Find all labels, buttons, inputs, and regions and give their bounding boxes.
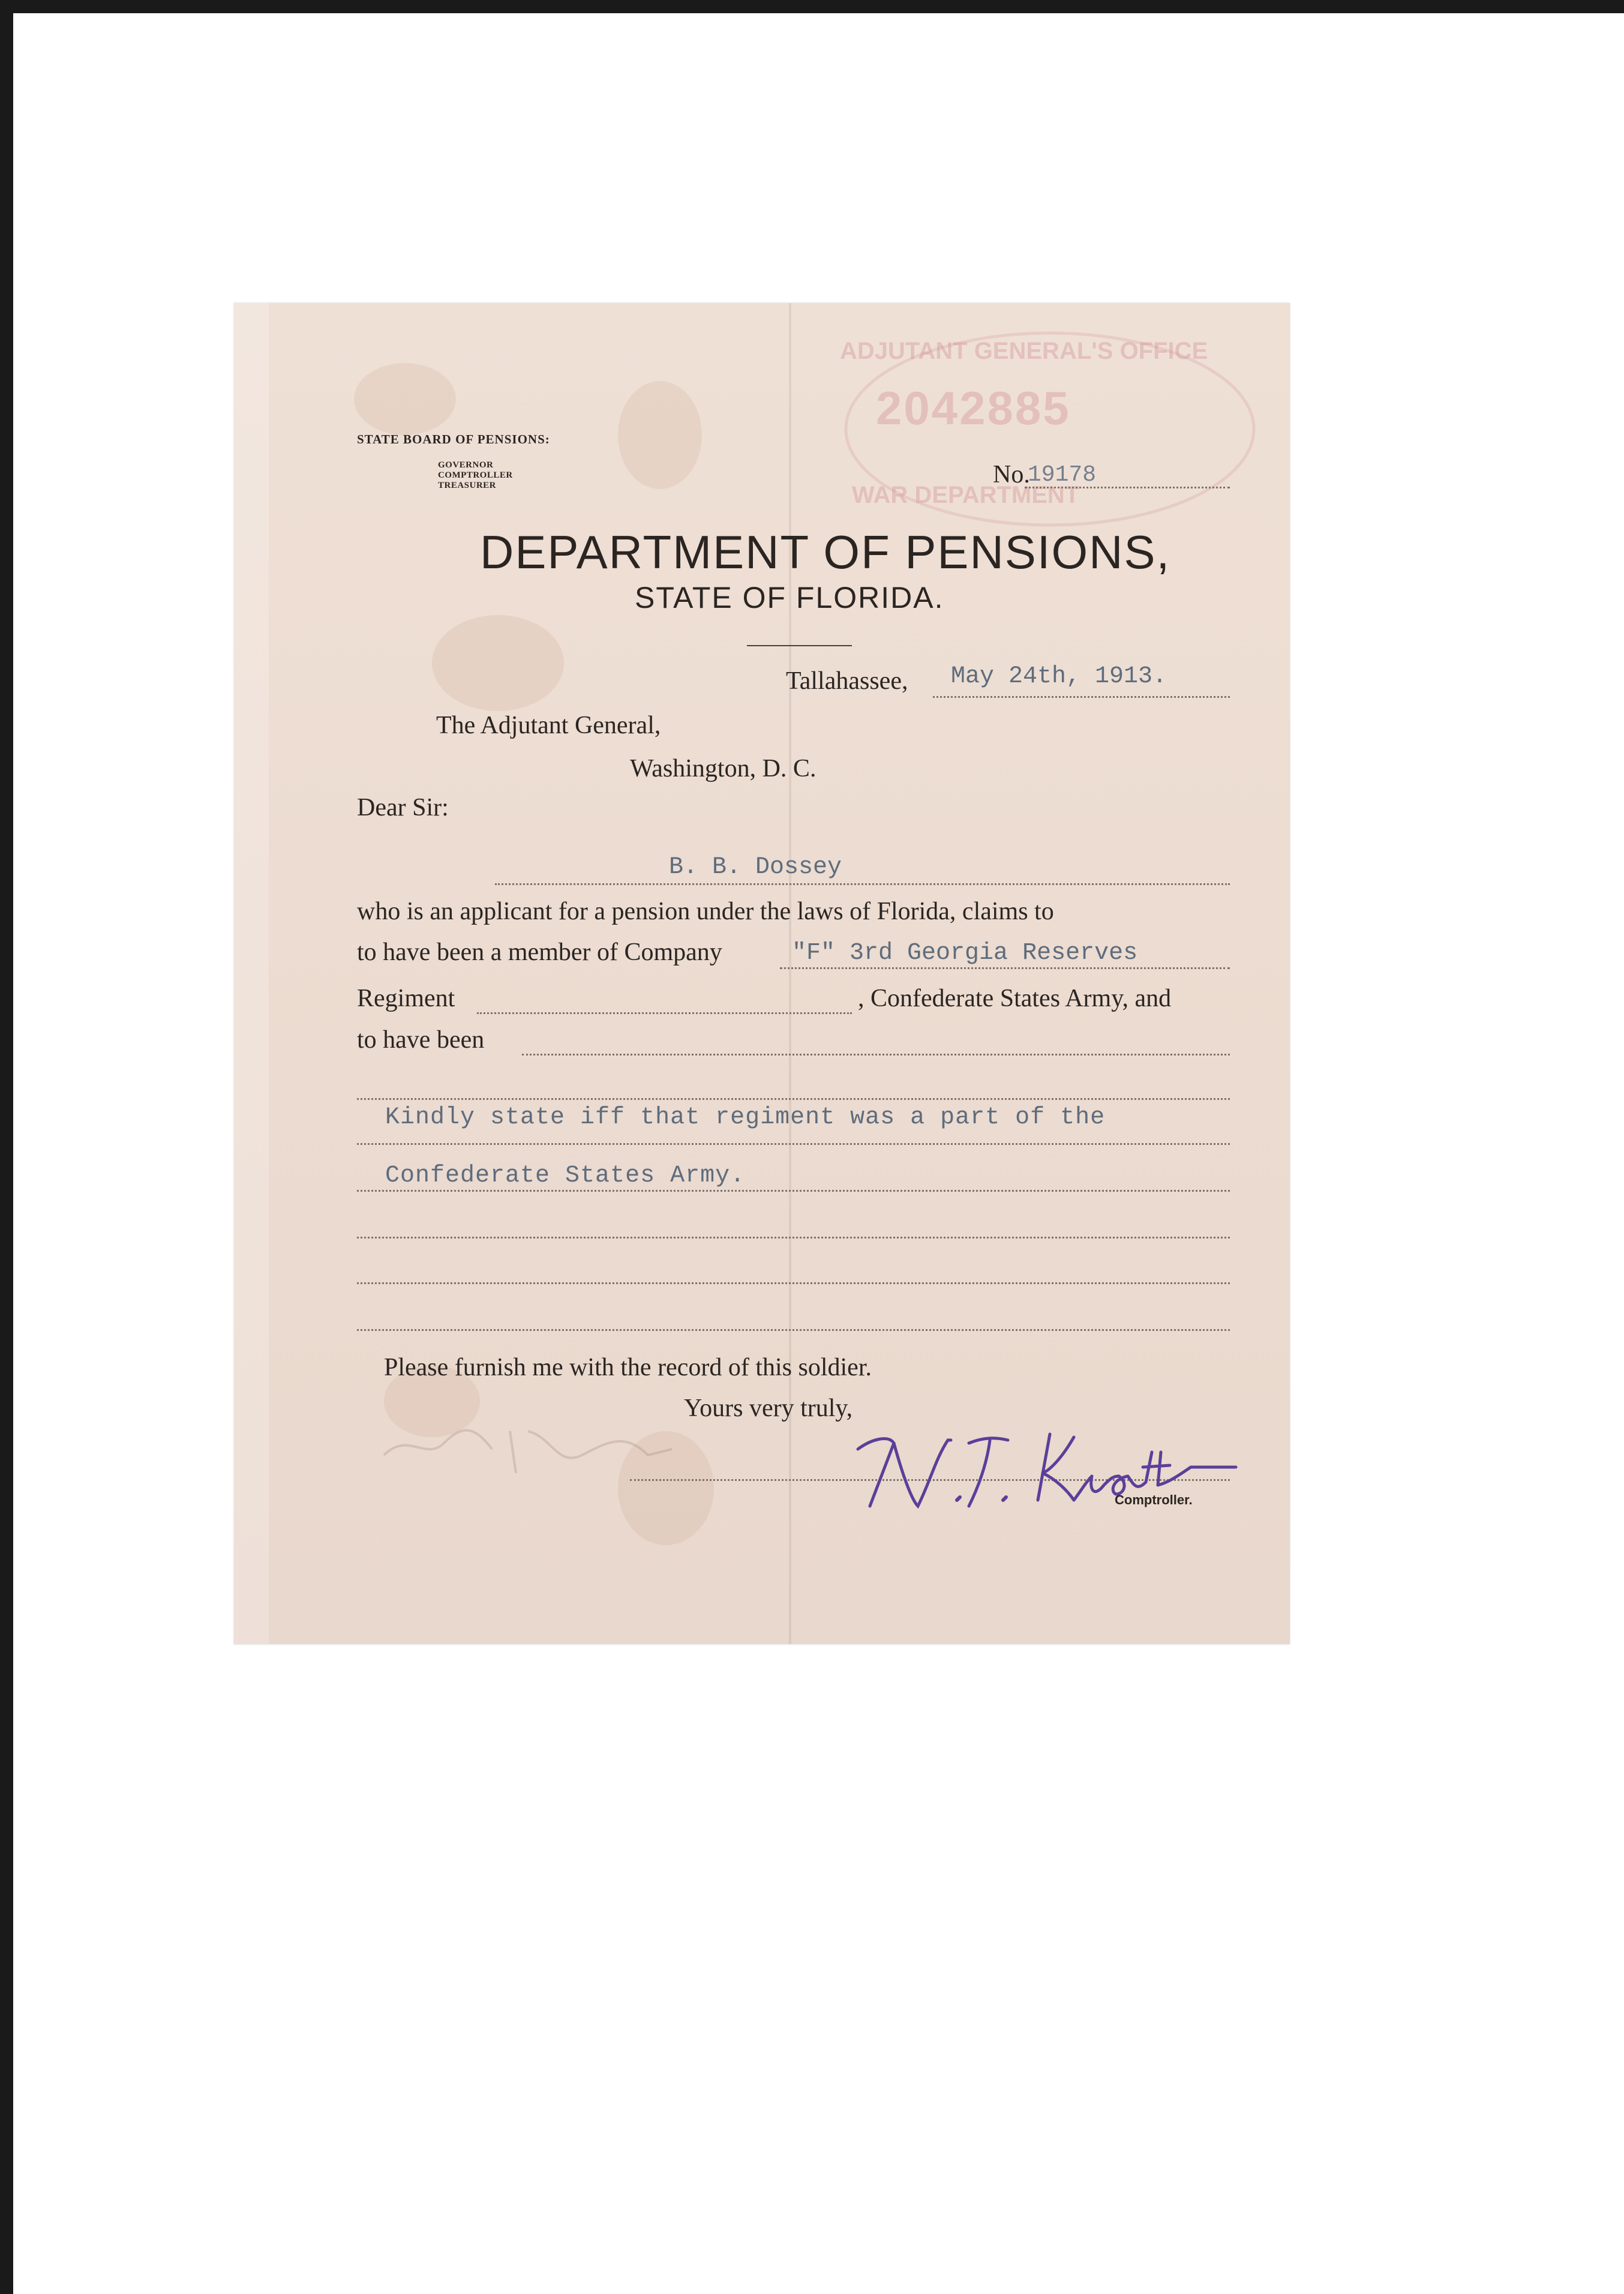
remarks-text: Kindly state iff that regiment was a part of the [385, 1104, 1106, 1131]
regiment-suffix: , Confederate States Army, and [858, 985, 1172, 1012]
remarks-rule [357, 1237, 1230, 1239]
paper-stain [618, 381, 702, 489]
remarks-rule [357, 1143, 1230, 1145]
officer-label: COMPTROLLER [438, 470, 513, 480]
closing-request: Please furnish me with the record of this soldier. [384, 1354, 872, 1381]
department-title: DEPARTMENT OF PENSIONS, [480, 526, 1171, 578]
remarks-text: Confederate States Army. [385, 1162, 746, 1189]
scanner-left-border [0, 0, 13, 2294]
remarks-rule [357, 1098, 1230, 1100]
paper-stain [354, 363, 456, 435]
applicant-name: B. B. Dossey [669, 854, 842, 881]
form-line: to have been a member of Company [357, 938, 722, 966]
remarks-rule [357, 1329, 1230, 1331]
officer-label: TREASURER [438, 481, 497, 490]
salutation: Dear Sir: [357, 794, 449, 821]
comptroller-title: Comptroller. [1115, 1492, 1193, 1507]
have-been-label: to have been [357, 1026, 485, 1054]
closing-signoff: Yours very truly, [684, 1395, 853, 1422]
paper-left-edge [234, 303, 269, 1644]
applicant-rule [495, 883, 1230, 885]
form-line: who is an applicant for a pension under the laws of Florida, claims to [357, 898, 1054, 925]
number-label: No. [993, 461, 1030, 488]
regiment-label: Regiment [357, 985, 455, 1012]
recipient: The Adjutant General, [436, 712, 661, 739]
officer-label: GOVERNOR [438, 460, 494, 470]
remarks-rule [357, 1190, 1230, 1192]
scanner-top-border [0, 0, 1624, 13]
number-rule [1025, 487, 1230, 488]
paper-fold-crease [789, 303, 791, 1644]
stamp-line: ADJUTANT GENERAL'S OFFICE [840, 338, 1208, 364]
have-been-rule [522, 1054, 1230, 1055]
stamp-oval [840, 327, 1260, 531]
dateline-date: May 24th, 1913. [951, 663, 1167, 690]
state-subtitle: STATE OF FLORIDA. [635, 581, 944, 614]
stamp-number: 2042885 [876, 382, 1071, 434]
paper-stain [432, 615, 564, 711]
board-heading: STATE BOARD OF PENSIONS: [357, 432, 550, 446]
dateline-city: Tallahassee, [786, 667, 908, 695]
company-value: "F" 3rd Georgia Reserves [792, 940, 1138, 967]
stamp-line: WAR DEPARTMENT [852, 482, 1080, 508]
bleed-through-signature [372, 1407, 684, 1485]
regiment-rule [477, 1012, 852, 1014]
board-officers [438, 460, 513, 491]
header-divider [747, 645, 852, 646]
number-value: 19178 [1028, 462, 1097, 488]
remarks-rule [357, 1282, 1230, 1284]
company-rule [780, 967, 1230, 969]
date-rule [933, 696, 1230, 698]
recipient-location: Washington, D. C. [630, 755, 816, 782]
pension-letter-sheet [234, 303, 1290, 1644]
